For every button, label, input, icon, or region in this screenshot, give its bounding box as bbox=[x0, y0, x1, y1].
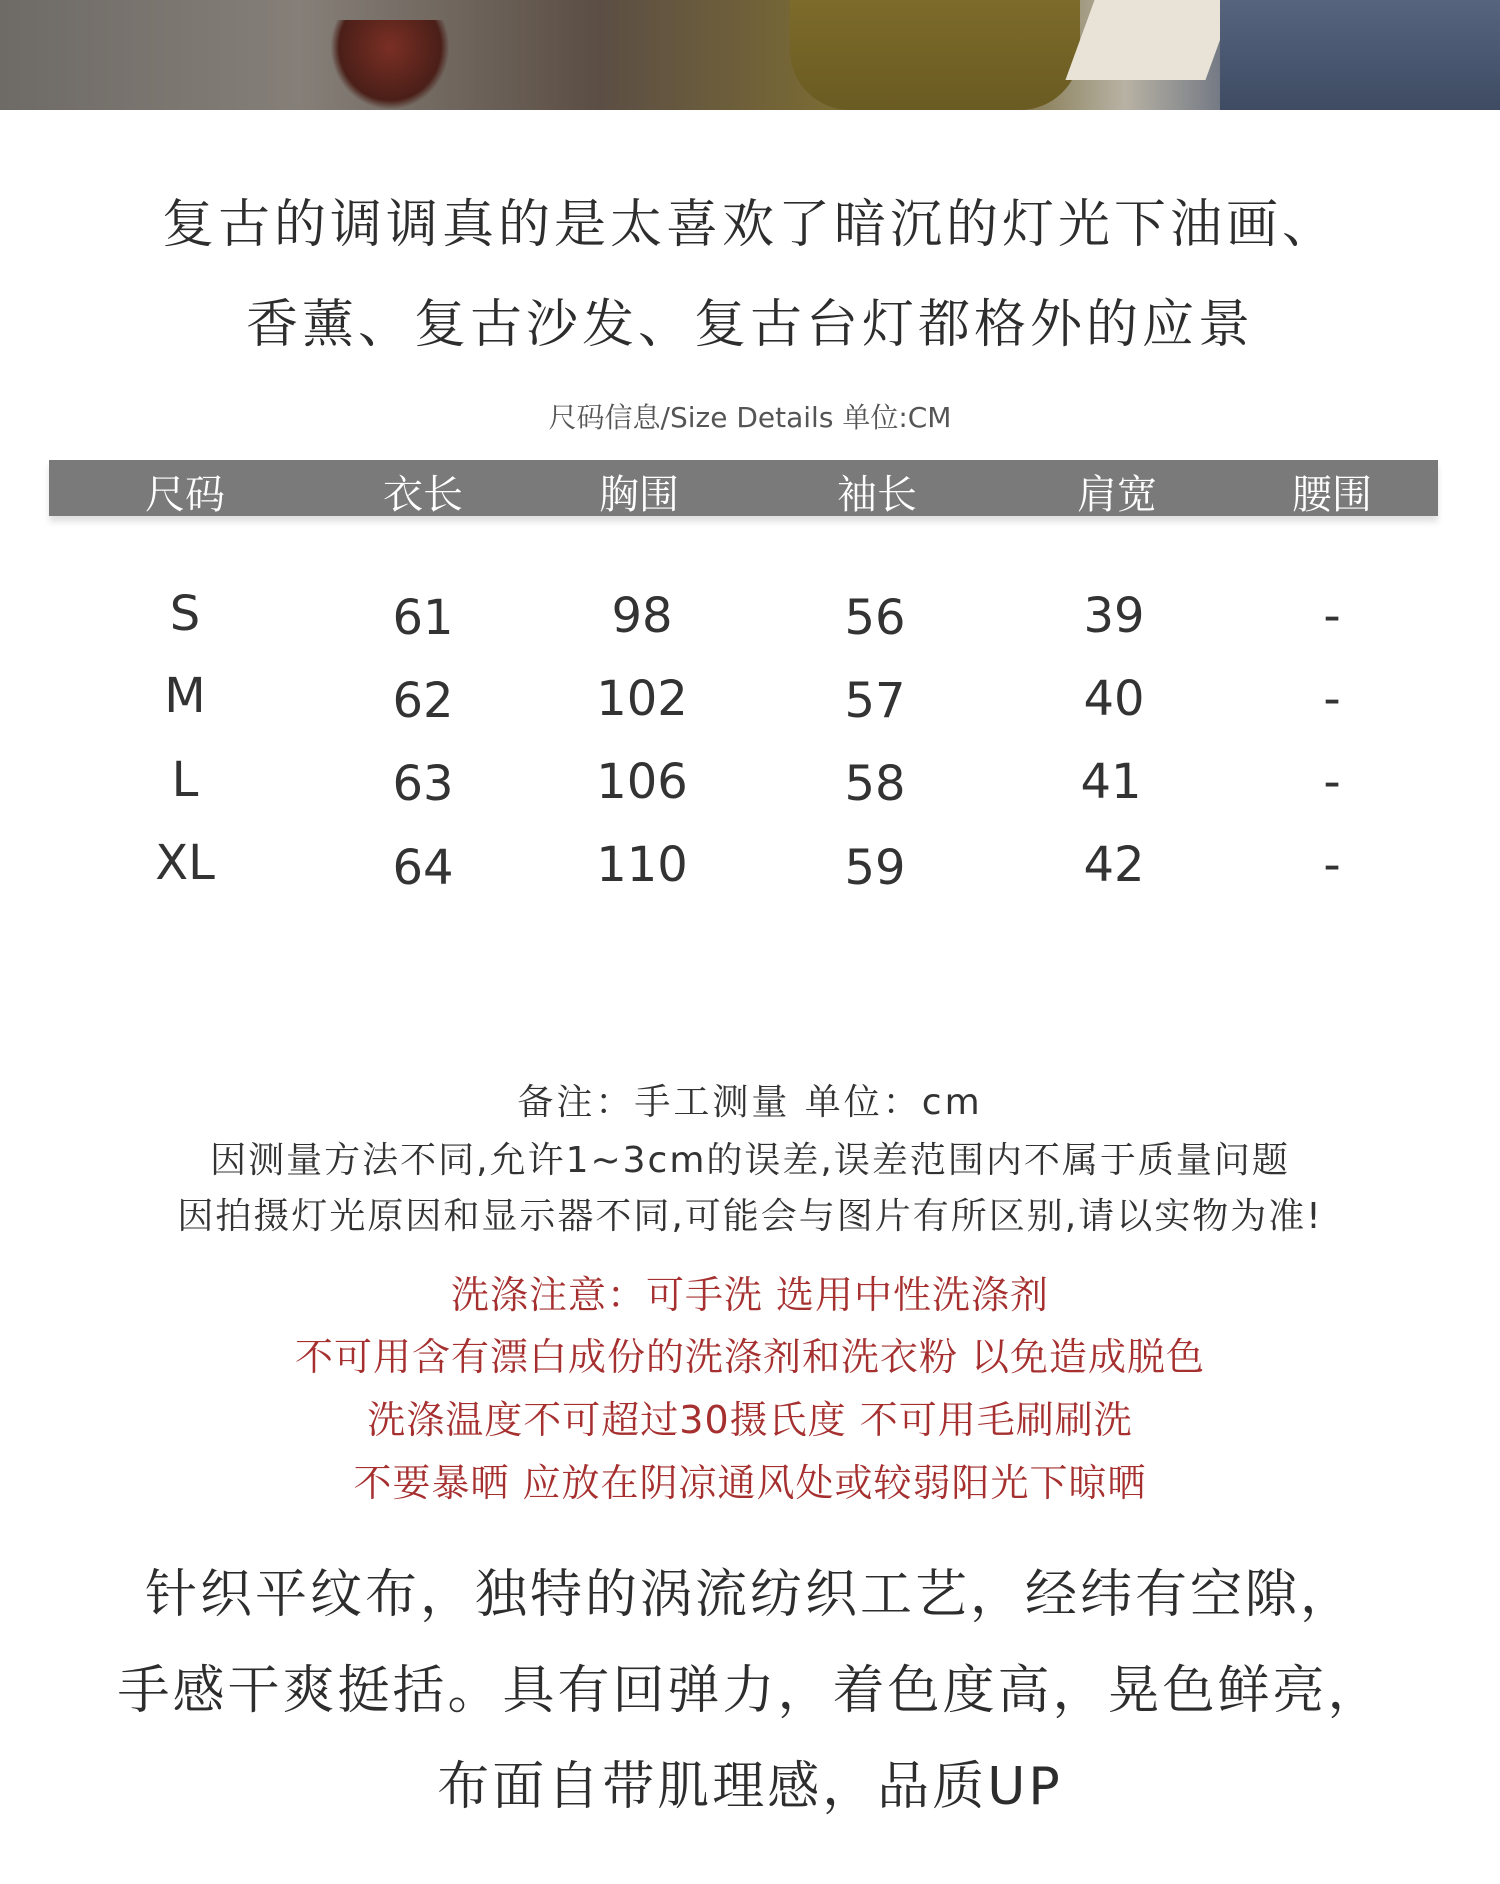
cell-waist: - bbox=[1323, 837, 1341, 893]
cell-sleeve: 59 bbox=[844, 840, 906, 896]
cell-shoulder: 40 bbox=[1083, 671, 1145, 727]
cell-chest: 110 bbox=[596, 837, 688, 893]
washing-note-2: 不可用含有漂白成份的洗涤剂和洗衣粉 以免造成脱色 bbox=[294, 1335, 1206, 1379]
cell-size: L bbox=[171, 752, 199, 808]
size-table-caption: 尺码信息/Size Details 单位:CM bbox=[548, 401, 952, 434]
cell-waist: - bbox=[1323, 754, 1341, 810]
note-color-difference: 因拍摄灯光原因和显示器不同,可能会与图片有所区别,请以实物为准! bbox=[177, 1196, 1323, 1237]
header-length: 衣长 bbox=[383, 472, 463, 518]
cell-sleeve: 57 bbox=[844, 673, 906, 729]
cell-shoulder: 42 bbox=[1083, 837, 1145, 893]
cell-size: M bbox=[164, 668, 206, 724]
fabric-description-2: 手感干爽挺括。具有回弹力，着色度高，晃色鲜亮， bbox=[117, 1661, 1383, 1721]
headline-line-1: 复古的调调真的是太喜欢了暗沉的灯光下油画、 bbox=[161, 195, 1338, 255]
washing-note-1: 洗涤注意：可手洗 选用中性洗涤剂 bbox=[450, 1273, 1050, 1317]
cell-sleeve: 56 bbox=[844, 590, 906, 646]
header-chest: 胸围 bbox=[599, 472, 679, 518]
header-waist: 腰围 bbox=[1292, 472, 1372, 518]
cell-chest: 106 bbox=[596, 754, 688, 810]
cell-length: 61 bbox=[392, 590, 454, 646]
cell-shoulder: 39 bbox=[1083, 588, 1145, 644]
headline-line-2: 香薰、复古沙发、复古台灯都格外的应景 bbox=[245, 295, 1254, 355]
fabric-description-1: 针织平纹布，独特的涡流纺织工艺，经纬有空隙， bbox=[144, 1565, 1355, 1625]
cell-chest: 98 bbox=[611, 588, 673, 644]
cell-length: 62 bbox=[392, 673, 454, 729]
wooden-stool-image bbox=[330, 20, 450, 110]
cell-shoulder: 41 bbox=[1080, 754, 1142, 810]
note-tolerance: 因测量方法不同,允许1~3cm的误差,误差范围内不属于质量问题 bbox=[210, 1140, 1290, 1181]
product-photo-banner bbox=[0, 0, 1500, 110]
jeans-image bbox=[1220, 0, 1500, 110]
header-size: 尺码 bbox=[145, 472, 225, 518]
washing-note-4: 不要暴晒 应放在阴凉通风处或较弱阳光下晾晒 bbox=[353, 1461, 1147, 1505]
washing-note-3: 洗涤温度不可超过30摄氏度 不可用毛刷刷洗 bbox=[367, 1398, 1133, 1442]
cell-sleeve: 58 bbox=[844, 756, 906, 812]
cell-waist: - bbox=[1323, 671, 1341, 727]
garment-image bbox=[1065, 0, 1234, 80]
cell-size: S bbox=[169, 586, 201, 642]
cell-size: XL bbox=[155, 835, 215, 891]
note-measurement: 备注：手工测量 单位：cm bbox=[517, 1082, 983, 1123]
sofa-image bbox=[790, 0, 1080, 110]
cell-chest: 102 bbox=[596, 671, 688, 727]
cell-length: 64 bbox=[392, 840, 454, 896]
fabric-description-3: 布面自带肌理感，品质UP bbox=[437, 1757, 1063, 1817]
cell-waist: - bbox=[1323, 588, 1341, 644]
header-sleeve: 袖长 bbox=[837, 472, 917, 518]
header-shoulder: 肩宽 bbox=[1077, 472, 1157, 518]
cell-length: 63 bbox=[392, 756, 454, 812]
